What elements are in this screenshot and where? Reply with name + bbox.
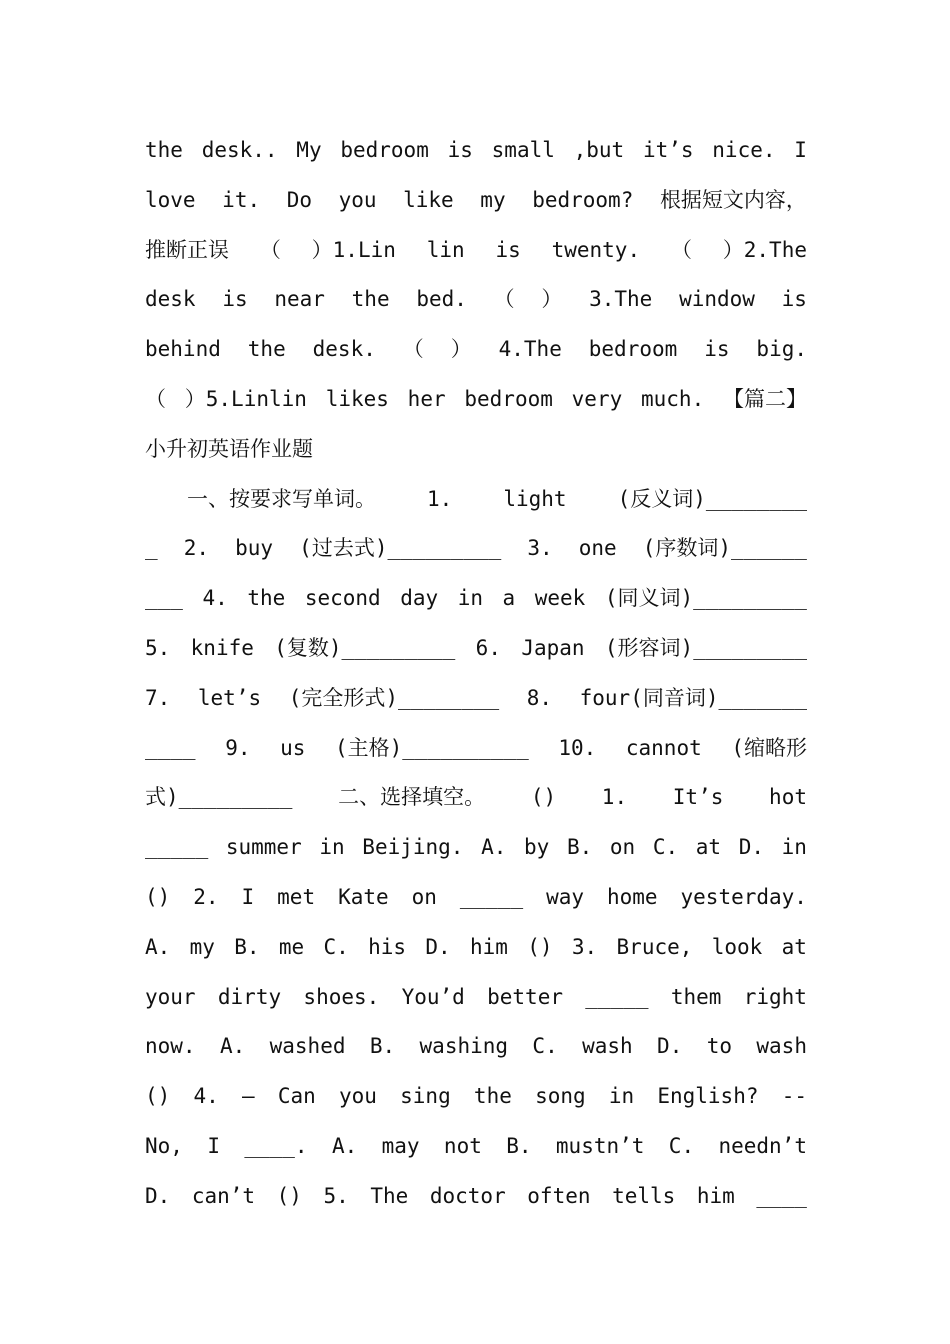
text-word: D.: [425, 935, 451, 959]
text-word: ____.: [244, 1134, 308, 1158]
text-word: 式)_________: [145, 785, 293, 809]
text-word: 4.: [193, 1084, 219, 1108]
text-line: [145, 877, 807, 917]
text-word: 推断正误: [145, 238, 229, 262]
text-word: your: [145, 985, 196, 1009]
text-word: (反义词)________: [617, 487, 807, 511]
text-word: near: [274, 287, 325, 311]
text-line: [145, 379, 807, 419]
text-word: desk: [145, 287, 196, 311]
text-word: wash: [582, 1034, 633, 1058]
text-word: buy: [235, 536, 274, 560]
text-word: needn’t: [718, 1134, 807, 1158]
text-word: twenty.: [551, 238, 641, 262]
text-word: home: [606, 885, 658, 909]
text-line: [145, 1176, 807, 1216]
text-word: C.: [323, 935, 349, 959]
text-word: I: [794, 138, 807, 162]
text-word: bedroom: [588, 337, 678, 361]
text-word: often: [527, 1184, 591, 1208]
text-word: like: [403, 188, 454, 212]
text-word: 小升初英语作业题: [145, 437, 313, 461]
text-word: the: [351, 287, 390, 311]
text-word: Can: [277, 1084, 316, 1108]
text-word: very: [571, 387, 623, 411]
text-word: _____: [145, 835, 209, 859]
text-word: small: [491, 138, 555, 162]
text-word: four(同音词)_______: [579, 686, 807, 710]
text-word: (): [276, 1184, 302, 1208]
text-word: 1.: [601, 785, 628, 809]
text-word: you: [338, 188, 377, 212]
text-word: at: [781, 935, 807, 959]
text-word: him: [470, 935, 508, 959]
text-word: （: [145, 387, 166, 411]
text-word: A.: [331, 1134, 358, 1158]
text-word: 2.: [183, 536, 210, 560]
text-word: 9.: [225, 736, 251, 760]
text-word: B.: [506, 1134, 532, 1158]
text-word: on: [411, 885, 437, 909]
text-word: B.: [566, 835, 593, 859]
text-word: let’s: [197, 686, 262, 710]
text-word: day: [400, 586, 439, 610]
text-word: （: [259, 238, 281, 262]
text-line: [145, 1026, 807, 1066]
text-word: (主格)__________: [335, 736, 529, 760]
text-word: now.: [145, 1034, 196, 1058]
text-word: it.: [222, 188, 261, 212]
text-word: in: [781, 835, 807, 859]
text-word: light: [503, 487, 567, 511]
text-line: [145, 279, 807, 319]
text-word: his: [368, 935, 407, 959]
text-word: (完全形式)________: [288, 686, 500, 710]
text-word: not: [443, 1134, 482, 1158]
text-word: (形容词)_________: [604, 636, 807, 660]
text-word: ）: [450, 337, 472, 361]
text-word: window: [679, 287, 755, 311]
text-line: [145, 977, 807, 1017]
text-word: _: [145, 536, 158, 560]
text-word: 二、选择填空。: [338, 785, 486, 809]
text-word: is: [495, 238, 521, 262]
text-word: better: [487, 985, 563, 1009]
text-word: one: [578, 536, 617, 560]
text-line: [145, 777, 807, 817]
text-word: C.: [532, 1034, 558, 1058]
text-word: 4.The: [498, 337, 562, 361]
text-word: the: [247, 586, 286, 610]
text-word: No,: [145, 1134, 183, 1158]
text-word: My: [296, 138, 322, 162]
text-word: may: [381, 1134, 420, 1158]
text-word: –: [242, 1084, 255, 1108]
text-word: to: [706, 1034, 733, 1058]
text-word: (缩略形: [731, 736, 807, 760]
text-word: the: [247, 337, 286, 361]
text-line: [145, 628, 807, 668]
text-word: 一、按要求写单词。: [145, 487, 376, 511]
text-word: behind: [145, 337, 221, 361]
text-word: English?: [657, 1084, 759, 1108]
text-word: 6.: [475, 636, 501, 660]
text-word: a: [502, 586, 516, 610]
text-word: 3.: [527, 536, 553, 560]
text-word: A.: [145, 935, 171, 959]
text-word: I: [241, 885, 255, 909]
text-word: I: [207, 1134, 220, 1158]
text-word: C.: [668, 1134, 695, 1158]
text-word: us: [280, 736, 306, 760]
text-word: (复数)_________: [274, 636, 456, 660]
text-word: B.: [369, 1034, 396, 1058]
text-word: Beijing.: [362, 835, 464, 859]
text-word: D.: [738, 835, 765, 859]
text-line: [145, 528, 807, 568]
text-word: （: [670, 238, 692, 262]
text-word: 3.: [571, 935, 598, 959]
text-word: --: [781, 1084, 807, 1108]
text-word: them: [670, 985, 722, 1009]
text-word: mustn’t: [555, 1134, 645, 1158]
text-word: washed: [269, 1034, 346, 1058]
text-word: is: [447, 138, 473, 162]
text-word: 5.: [145, 636, 171, 660]
text-word: bedroom: [340, 138, 429, 162]
text-word: 7.: [145, 686, 171, 710]
text-word: 10.: [558, 736, 597, 760]
text-word: me: [278, 935, 305, 959]
text-word: 3.The: [589, 287, 653, 311]
text-line: [145, 578, 807, 618]
text-word: love: [145, 188, 196, 212]
text-word: （: [402, 337, 424, 361]
text-word: way: [546, 885, 584, 909]
text-word: lin: [426, 238, 465, 262]
text-line: [145, 1126, 807, 1166]
text-word: summer: [225, 835, 302, 859]
text-word: _____: [459, 885, 524, 909]
text-word: hot: [769, 785, 807, 809]
text-word: （: [493, 287, 515, 311]
text-word: ）: [541, 287, 563, 311]
text-word: desk..: [201, 138, 278, 162]
text-word: in: [608, 1084, 635, 1108]
text-word: ___: [145, 586, 183, 610]
text-word: (): [145, 885, 171, 909]
text-word: D.: [657, 1034, 683, 1058]
text-word: ）5.Linlin: [184, 387, 307, 411]
text-word: nice.: [712, 138, 776, 162]
text-word: You’d: [401, 985, 465, 1009]
text-line: [145, 329, 807, 369]
text-word: (同义词)_________: [604, 586, 807, 610]
text-word: is: [781, 287, 807, 311]
text-line: [145, 429, 807, 469]
text-word: 4.: [202, 586, 228, 610]
text-word: her: [407, 387, 446, 411]
text-word: 2.: [193, 885, 219, 909]
text-word: (序数词)______: [642, 536, 807, 560]
text-word: my: [480, 188, 506, 212]
text-word: is: [704, 337, 730, 361]
text-word: on: [609, 835, 636, 859]
text-word: B.: [234, 935, 260, 959]
text-word: met: [277, 885, 316, 909]
text-word: ____: [145, 736, 196, 760]
text-word: ____: [756, 1184, 807, 1208]
text-word: him: [696, 1184, 735, 1208]
text-word: song: [535, 1084, 586, 1108]
text-word: washing: [419, 1034, 509, 1058]
text-word: It’s: [672, 785, 724, 809]
text-word: wash: [756, 1034, 807, 1058]
text-word: Do: [286, 188, 312, 212]
text-word: 1.: [427, 487, 453, 511]
text-word: (): [530, 785, 557, 809]
text-word: sing: [400, 1084, 451, 1108]
text-word: doctor: [429, 1184, 506, 1208]
text-word: the: [145, 138, 183, 162]
text-word: dirty: [217, 985, 282, 1009]
text-word: likes: [325, 387, 389, 411]
text-word: bedroom: [464, 387, 553, 411]
text-word: can’t: [191, 1184, 256, 1208]
text-word: desk.: [312, 337, 376, 361]
text-word: Bruce,: [616, 935, 693, 959]
text-word: tells: [612, 1184, 676, 1208]
text-word: right: [743, 985, 807, 1009]
text-word: C.: [652, 835, 679, 859]
text-word: yesterday.: [680, 885, 807, 909]
text-word: much.: [641, 387, 705, 411]
text-line: [145, 1076, 807, 1116]
text-word: ）2.The: [722, 238, 807, 262]
text-word: (): [145, 1084, 171, 1108]
text-word: by: [524, 835, 550, 859]
text-word: 8.: [526, 686, 553, 710]
text-word: _____: [585, 985, 649, 1009]
text-word: shoes.: [303, 985, 380, 1009]
text-line: [145, 678, 807, 718]
text-word: Kate: [338, 885, 389, 909]
text-word: second: [304, 586, 381, 610]
text-word: A.: [219, 1034, 246, 1058]
text-word: 根据短文内容，: [659, 188, 807, 212]
text-word: bedroom?: [532, 188, 634, 212]
text-word: in: [457, 586, 483, 610]
text-line: [145, 927, 807, 967]
text-word: (): [527, 935, 553, 959]
text-word: (过去式)_________: [299, 536, 502, 560]
text-word: you: [339, 1084, 377, 1108]
text-word: look: [711, 935, 763, 959]
text-line: [145, 479, 807, 519]
text-word: The: [370, 1184, 409, 1208]
text-word: Japan: [521, 636, 585, 660]
text-word: at: [695, 835, 722, 859]
text-word: in: [319, 835, 345, 859]
text-word: is: [222, 287, 248, 311]
text-word: bed.: [416, 287, 467, 311]
text-word: ）1.Lin: [311, 238, 396, 262]
text-word: big.: [756, 337, 807, 361]
text-line: [145, 230, 807, 270]
text-word: week: [534, 586, 586, 610]
text-word: the: [473, 1084, 512, 1108]
text-word: cannot: [625, 736, 702, 760]
text-word: my: [189, 935, 215, 959]
text-line: [145, 130, 807, 170]
text-line: [145, 180, 807, 220]
text-word: 5.: [323, 1184, 349, 1208]
text-line: [145, 827, 807, 867]
text-word: it’s: [642, 138, 694, 162]
text-word: A.: [481, 835, 507, 859]
text-word: 【篇二】: [722, 387, 807, 411]
text-line: [145, 728, 807, 768]
text-word: ,but: [573, 138, 625, 162]
text-word: knife: [190, 636, 254, 660]
text-word: D.: [145, 1184, 171, 1208]
